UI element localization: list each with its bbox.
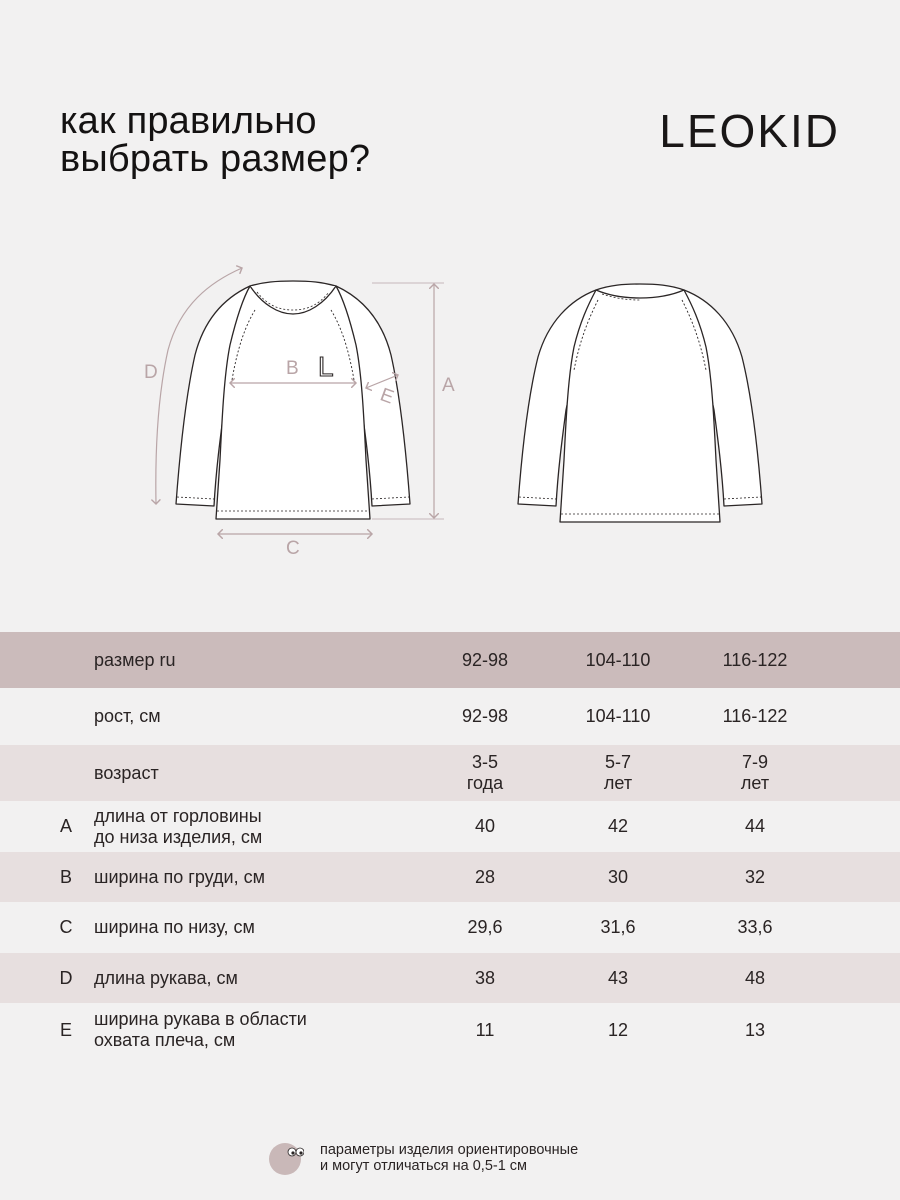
row-value: 92-98 — [461, 706, 509, 726]
row-label: ширина по груди, см — [94, 866, 265, 887]
row-value: 11 — [475, 1019, 495, 1040]
note-line1: параметры изделия ориентировочные — [320, 1142, 579, 1158]
row-label: длина рукава, см — [94, 967, 238, 988]
header-size-2: 104-110 — [585, 649, 651, 670]
row-value: 43 — [607, 967, 629, 988]
row-label: возраст — [94, 762, 159, 783]
row-label — [94, 801, 414, 852]
row-letter: C — [59, 917, 73, 937]
header-size-1: 92-98 — [461, 649, 509, 670]
measure-label-a: A — [442, 375, 455, 396]
row-label-line1: ширина рукава в области — [94, 1009, 307, 1029]
row-value: 42 — [607, 816, 629, 836]
row-value: 13 — [744, 1019, 766, 1040]
row-letter: E — [59, 1019, 72, 1040]
row-label: рост, см — [94, 706, 161, 726]
table-row-d — [0, 953, 900, 1003]
row-letter: D — [59, 967, 73, 988]
row-value: 32 — [744, 866, 766, 887]
row-value: 30 — [607, 866, 629, 887]
row-value: 28 — [474, 866, 496, 887]
header-size-3: 116-122 — [722, 649, 788, 670]
back-sweatshirt — [518, 284, 762, 522]
front-sweatshirt — [176, 281, 410, 519]
age-range: 5-7 — [604, 752, 631, 772]
logo-l-mark: L — [318, 351, 334, 382]
row-label-line2: охвата плеча, см — [94, 1030, 236, 1050]
age-unit: лет — [740, 773, 770, 793]
age-range: 7-9 — [741, 752, 768, 772]
header-label: размер ru — [94, 649, 176, 670]
row-value — [685, 745, 825, 801]
table-row-age — [0, 745, 900, 801]
measure-label-d: D — [144, 362, 158, 383]
brand-logo: LEOKID — [659, 105, 840, 157]
page-title-line1: как правильно — [60, 100, 317, 142]
front-body — [216, 281, 370, 519]
row-label-line2: до низа изделия, см — [94, 826, 263, 847]
row-value: 29,6 — [467, 917, 503, 937]
note-text — [320, 1142, 578, 1174]
row-value — [415, 745, 555, 801]
row-value — [548, 745, 688, 801]
row-value: 44 — [744, 816, 766, 836]
row-value: 104-110 — [585, 706, 651, 726]
back-body — [560, 284, 720, 522]
page-title — [60, 102, 370, 178]
row-value: 33,6 — [737, 917, 773, 937]
table-row-c — [0, 902, 900, 953]
mascot-eyes-icon — [268, 1140, 304, 1176]
row-label-line1: длина от горловины — [94, 805, 262, 826]
table-row-height — [0, 688, 900, 745]
row-letter: A — [59, 816, 72, 836]
table-row-e — [0, 1003, 900, 1057]
row-value: 38 — [474, 967, 496, 988]
page-title-line2: выбрать размер? — [60, 138, 371, 180]
size-table — [0, 632, 900, 1057]
row-value: 31,6 — [600, 917, 636, 937]
table-header-row — [0, 632, 900, 688]
row-label: ширина по низу, см — [94, 917, 255, 937]
measure-label-c: C — [286, 538, 300, 559]
measure-label-e: E — [377, 384, 397, 409]
row-letter: B — [59, 866, 72, 887]
age-unit: года — [466, 773, 504, 793]
row-value: 40 — [474, 816, 496, 836]
age-unit: лет — [603, 773, 633, 793]
note-line2: и могут отличаться на 0,5-1 см — [320, 1158, 528, 1174]
age-range: 3-5 — [471, 752, 498, 772]
table-row-a — [0, 801, 900, 852]
table-row-b — [0, 852, 900, 902]
row-value: 116-122 — [722, 706, 788, 726]
footer-note — [268, 1138, 688, 1178]
row-value: 48 — [744, 967, 766, 988]
row-label — [94, 1003, 414, 1057]
measure-label-b: B — [286, 358, 299, 379]
row-value: 12 — [607, 1019, 629, 1040]
garment-diagrams — [0, 230, 900, 570]
